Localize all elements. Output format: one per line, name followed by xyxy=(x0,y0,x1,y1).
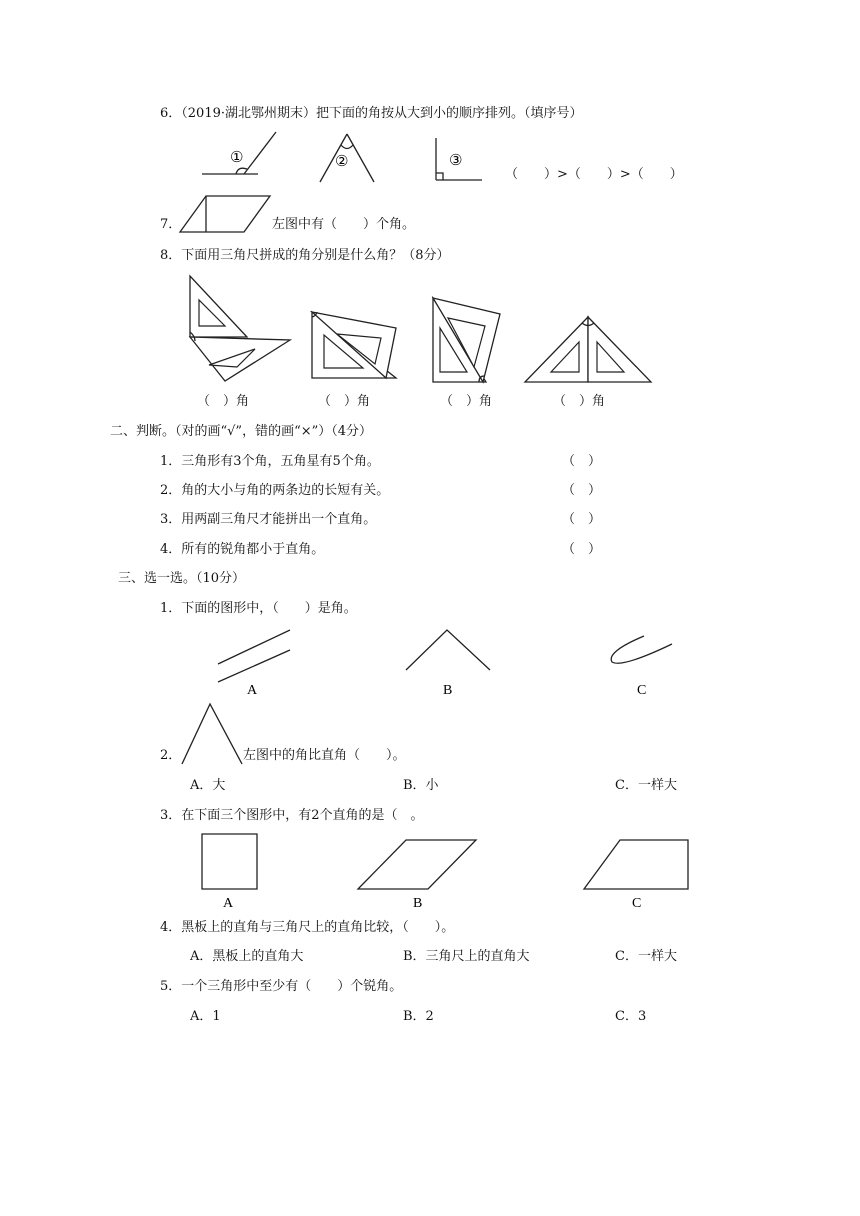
angle-2-label: ② xyxy=(335,152,349,170)
q1-label-c: C xyxy=(637,683,647,698)
q4-option-b: B．三角尺上的直角大 xyxy=(403,949,530,964)
q1-label-b: B xyxy=(443,683,453,698)
set-square-pair-1 xyxy=(190,276,290,381)
q8-blank-2: （ ）角 xyxy=(318,394,371,409)
choice-q2-acute-angle xyxy=(178,700,248,766)
q7-number: 7． xyxy=(160,217,182,232)
choice-q1-figures xyxy=(214,626,674,698)
q5-option-a: A．1 xyxy=(190,1009,221,1024)
choice-q5-text: 5．一个三角形中至少有（ ）个锐角。 xyxy=(160,979,403,994)
q1-option-b-angle xyxy=(406,630,490,670)
angle-3 xyxy=(436,138,482,180)
judge-item-2: 2．角的大小与角的两条边的长短有关。 xyxy=(160,483,390,498)
q2-option-c: C．一样大 xyxy=(615,778,677,793)
q3-label-a: A xyxy=(223,896,234,911)
q3-right-trapezoid xyxy=(584,840,688,889)
q8-blank-1: （ ）角 xyxy=(197,394,250,409)
q8-blank-4: （ ）角 xyxy=(553,394,606,409)
parallelogram-figure xyxy=(178,194,273,236)
q6-angle-figures xyxy=(200,130,490,186)
q2-option-a: A．大 xyxy=(190,778,226,793)
q3-rhombus xyxy=(358,840,476,889)
choice-q4-text: 4．黑板上的直角与三角尺上的直角比较，（ ）。 xyxy=(160,920,455,935)
set-square-pair-4 xyxy=(525,317,651,382)
angle-3-label: ③ xyxy=(449,151,463,169)
choice-q1-text: 1．下面的图形中，（ ）是角。 xyxy=(160,601,357,616)
q8-text: 8．下面用三角尺拼成的角分别是什么角？（8分） xyxy=(160,248,450,263)
judge-item-1: 1．三角形有3个角，五角星有5个角。 xyxy=(160,454,380,469)
section-2-title: 二、判断。（对的画“√”，错的画“×”）（4分） xyxy=(110,424,373,439)
angle-1 xyxy=(202,132,276,174)
choice-q2-number: 2． xyxy=(160,748,182,763)
q4-option-c: C．一样大 xyxy=(615,949,677,964)
q4-option-a: A．黑板上的直角大 xyxy=(190,949,304,964)
q3-label-c: C xyxy=(632,896,642,911)
judge-item-3: 3．用两副三角尺才能拼出一个直角。 xyxy=(160,512,377,527)
q2-option-b: B．小 xyxy=(403,778,439,793)
q7-text: 左图中有（ ）个角。 xyxy=(272,217,416,232)
q6-answer: （ ）>（ ）>（ ） xyxy=(505,167,683,182)
q8-blank-3: （ ）角 xyxy=(440,394,493,409)
q8-set-square-figures xyxy=(185,270,665,390)
q1-option-c-curve xyxy=(611,636,672,663)
q1-label-a: A xyxy=(247,683,258,698)
q5-option-c: C．3 xyxy=(615,1009,647,1024)
choice-q3-figures xyxy=(196,830,696,912)
judge-item-4: 4．所有的锐角都小于直角。 xyxy=(160,542,325,557)
set-square-pair-2 xyxy=(312,312,396,378)
judge-blank-4: （ ） xyxy=(562,542,602,557)
q1-option-a-lines xyxy=(218,630,290,682)
q6-text: 6．（2019·湖北鄂州期末）把下面的角按从大到小的顺序排列。（填序号） xyxy=(160,106,583,121)
q3-square xyxy=(202,834,257,889)
choice-q2-text: 左图中的角比直角（ ）。 xyxy=(243,748,406,763)
section-3-title: 三、选一选。（10分） xyxy=(118,571,246,586)
judge-blank-1: （ ） xyxy=(562,454,602,469)
set-square-pair-3 xyxy=(433,298,500,382)
judge-blank-2: （ ） xyxy=(562,483,602,498)
q5-option-b: B．2 xyxy=(403,1009,434,1024)
angle-1-label: ① xyxy=(230,148,244,166)
choice-q3-text: 3．在下面三个图形中，有2个直角的是（ 。 xyxy=(160,808,424,823)
judge-blank-3: （ ） xyxy=(562,512,602,527)
angle-2 xyxy=(320,134,374,182)
q3-label-b: B xyxy=(413,896,423,911)
